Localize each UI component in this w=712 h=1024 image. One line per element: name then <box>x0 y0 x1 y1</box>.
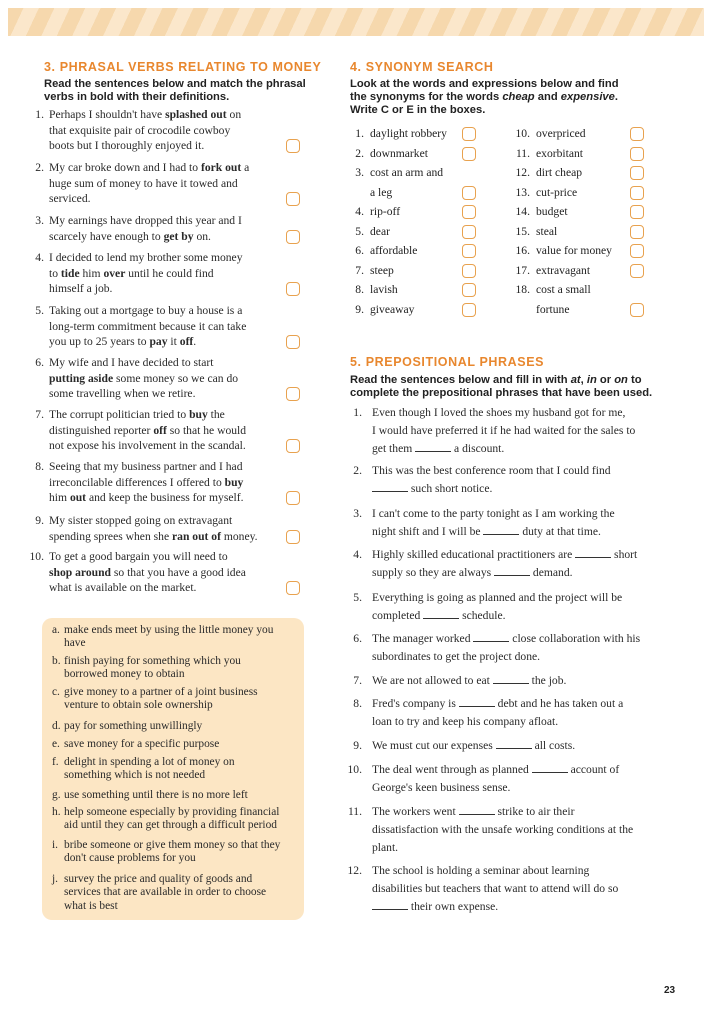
definition-text: survey the price and quality of goods and services that are available in order to choose what is best <box>64 873 267 912</box>
answer-box[interactable] <box>286 439 300 453</box>
definition-letter: e. <box>52 738 60 750</box>
answer-blank[interactable] <box>423 609 459 619</box>
definition-text: make ends meet by using the little money you have <box>64 624 274 650</box>
answer-box[interactable] <box>462 244 476 258</box>
item-text: extravagant <box>536 263 591 277</box>
definition-text: finish paying for something which you borrowed money to obtain <box>64 655 241 681</box>
item-text: downmarket <box>370 146 428 160</box>
item-text: cost an arm and a leg <box>370 166 444 199</box>
item-number: 15. <box>515 224 530 238</box>
answer-blank[interactable] <box>496 739 532 749</box>
answer-blank[interactable] <box>532 763 568 773</box>
item-number: 4. <box>355 205 364 218</box>
answer-box[interactable] <box>630 225 644 239</box>
item-text: cut-price <box>536 185 578 199</box>
item-text: exorbitant <box>536 146 584 160</box>
answer-box[interactable] <box>286 387 300 401</box>
item-number: 9. <box>353 739 362 752</box>
item-number: 4. <box>35 251 44 264</box>
answer-box[interactable] <box>286 530 300 544</box>
answer-box[interactable] <box>286 192 300 206</box>
item-text: rip-off <box>370 205 401 218</box>
answer-box[interactable] <box>462 264 476 278</box>
definition-letter: a. <box>52 624 60 636</box>
item-number: 6. <box>35 356 44 369</box>
answer-box[interactable] <box>630 166 644 180</box>
definition-letter: j. <box>52 873 59 885</box>
item-number: 8. <box>353 697 362 710</box>
item-text: daylight robbery <box>370 127 447 140</box>
item-text: My sister stopped going on extravagant spending sprees when she ran out of money. <box>49 514 258 543</box>
answer-box[interactable] <box>462 283 476 297</box>
item-number: 1. <box>353 406 362 419</box>
item-text: Perhaps I shouldn't have splashed out on that exquisite pair of crocodile cowboy boots but I thoroughly enjoyed it. <box>49 108 242 152</box>
definition-letter: i. <box>52 839 59 851</box>
answer-blank[interactable] <box>493 674 529 684</box>
definition-text: pay for something unwillingly <box>64 720 203 732</box>
item-text: My wife and I have decided to start putting aside some money so we can do some travelling when we retire. <box>49 356 239 400</box>
definition-text: delight in spending a lot of money on something which is not needed <box>64 756 235 782</box>
item-number: 8. <box>35 460 44 473</box>
answer-box[interactable] <box>286 139 300 153</box>
answer-box[interactable] <box>286 282 300 296</box>
answer-box[interactable] <box>630 127 644 141</box>
item-number: 10. <box>515 127 530 140</box>
item-text: The corrupt politician tried to buy the distinguished reporter off so that he would not expose his involvement in the scandal. <box>49 408 247 452</box>
item-text: Even though I loved the shoes my husband got for me, I would have preferred it if he had waited for the sales to get them a discount. <box>372 406 636 455</box>
item-text: Everything is going as planned and the project will be completed schedule. <box>372 591 623 622</box>
item-number: 12. <box>515 166 530 179</box>
section5-title: 5. PREPOSITIONAL PHRASES <box>350 355 545 369</box>
item-text: dirt cheap <box>536 166 583 179</box>
item-number: 3. <box>35 214 44 227</box>
item-text: Highly skilled educational practitioners are short supply so they are always demand. <box>372 548 638 579</box>
item-text: Seeing that my business partner and I had irreconcilable differences I offered to buy him out and keep the business for myself. <box>49 460 244 504</box>
item-text: I can't come to the party tonight as I am working the night shift and I will be duty at that time. <box>372 507 615 538</box>
answer-blank[interactable] <box>372 900 408 910</box>
item-number: 10. <box>29 550 44 563</box>
section5-instruction: Read the sentences below and fill in with at, in or on to complete the prepositional phrases that have been used. <box>350 374 653 399</box>
item-text: The manager worked close collaboration with his subordinates to get the project done. <box>372 632 641 663</box>
answer-blank[interactable] <box>459 805 495 815</box>
item-text: The workers went strike to air their dissatisfaction with the unsafe working conditions at the plant. <box>372 805 634 854</box>
answer-blank[interactable] <box>372 482 408 492</box>
answer-box[interactable] <box>462 186 476 200</box>
answer-blank[interactable] <box>473 632 509 642</box>
item-number: 13. <box>515 185 530 199</box>
definition-letter: d. <box>52 720 61 732</box>
item-number: 2. <box>35 161 44 174</box>
answer-box[interactable] <box>286 581 300 595</box>
item-text: affordable <box>370 244 418 257</box>
item-number: 7. <box>355 263 364 277</box>
item-number: 2. <box>355 146 364 160</box>
item-number: 2. <box>353 464 362 477</box>
item-number: 8. <box>355 283 364 296</box>
item-number: 5. <box>355 224 364 238</box>
item-number: 1. <box>35 108 44 121</box>
answer-box[interactable] <box>630 147 644 161</box>
item-text: Taking out a mortgage to buy a house is a long-term commitment because it can take you up to 25 years to pay it off. <box>49 304 247 348</box>
answer-box[interactable] <box>462 303 476 317</box>
definition-letter: f. <box>52 756 59 768</box>
section3-instruction: Read the sentences below and match the phrasal verbs in bold with their definitions. <box>44 78 306 103</box>
item-number: 14. <box>515 205 530 218</box>
answer-blank[interactable] <box>415 442 451 452</box>
item-number: 11. <box>347 805 362 818</box>
page-number: 23 <box>664 985 676 996</box>
definition-text: save money for a specific purpose <box>64 738 220 750</box>
item-text: steal <box>536 224 558 238</box>
item-text: lavish <box>370 283 398 296</box>
answer-box[interactable] <box>462 205 476 219</box>
item-number: 10. <box>347 763 362 776</box>
item-text: The school is holding a seminar about learning disabilities but teachers that want to attend will do so their own expense. <box>372 864 619 913</box>
item-number: 12. <box>347 864 362 877</box>
answer-box[interactable] <box>630 186 644 200</box>
item-text: We must cut our expenses all costs. <box>372 739 576 752</box>
item-number: 7. <box>35 408 44 421</box>
decorative-header-band <box>8 8 704 36</box>
item-number: 5. <box>35 304 44 317</box>
item-number: 18. <box>515 283 530 296</box>
item-text: To get a good bargain you will need to shop around so that you have a good idea what is available on the market. <box>49 550 246 594</box>
item-number: 4. <box>353 548 362 561</box>
item-number: 11. <box>515 146 530 160</box>
definition-text: use something until there is no more left <box>64 789 248 801</box>
answer-blank[interactable] <box>459 697 495 707</box>
definition-text: help someone especially by providing financial aid until they can get through a difficult period <box>64 806 280 832</box>
item-text: giveaway <box>370 302 415 316</box>
item-number: 9. <box>35 514 44 527</box>
item-number: 7. <box>353 674 362 687</box>
item-number: 16. <box>515 244 530 257</box>
item-text: cost a small fortune <box>536 283 591 316</box>
answer-blank[interactable] <box>494 566 530 576</box>
item-text: We are not allowed to eat the job. <box>372 674 567 687</box>
answer-box[interactable] <box>630 264 644 278</box>
item-text: My earnings have dropped this year and I scarcely have enough to get by on. <box>49 214 242 243</box>
item-number: 1. <box>355 127 364 140</box>
answer-box[interactable] <box>630 205 644 219</box>
answer-box[interactable] <box>630 303 644 317</box>
item-number: 6. <box>353 632 362 645</box>
definition-letter: c. <box>52 686 60 698</box>
definition-letter: g. <box>52 789 61 801</box>
answer-box[interactable] <box>462 127 476 141</box>
item-text: overpriced <box>536 127 586 140</box>
answer-blank[interactable] <box>575 548 611 558</box>
item-text: This was the best conference room that I could find such short notice. <box>372 464 611 495</box>
item-text: Fred's company is debt and he has taken out a loan to try and keep his company afloat. <box>372 697 624 728</box>
definition-text: bribe someone or give them money so that they don't cause problems for you <box>64 839 281 865</box>
item-number: 3. <box>353 507 362 520</box>
item-text: The deal went through as planned account of George's keen business sense. <box>372 763 620 794</box>
item-text: dear <box>370 224 390 238</box>
item-number: 6. <box>355 244 364 257</box>
item-text: steep <box>370 263 394 277</box>
answer-box[interactable] <box>286 335 300 349</box>
section4-title: 4. SYNONYM SEARCH <box>350 60 494 74</box>
definition-text: give money to a partner of a joint business venture to obtain sole ownership <box>64 686 258 712</box>
item-number: 9. <box>355 302 364 316</box>
item-number: 17. <box>515 263 530 277</box>
answer-box[interactable] <box>462 147 476 161</box>
section4-instruction: Look at the words and expressions below and find the synonyms for the words cheap and expensive. Write C or E in the boxes. <box>350 78 619 116</box>
item-text: budget <box>536 205 568 218</box>
answer-box[interactable] <box>462 225 476 239</box>
definition-letter: b. <box>52 655 61 667</box>
answer-blank[interactable] <box>483 525 519 535</box>
item-number: 5. <box>353 591 362 604</box>
answer-box[interactable] <box>630 244 644 258</box>
item-text: My car broke down and I had to fork out a huge sum of money to have it towed and serviced. <box>49 161 250 205</box>
answer-box[interactable] <box>286 491 300 505</box>
section3-title: 3. PHRASAL VERBS RELATING TO MONEY <box>44 60 322 74</box>
answer-box[interactable] <box>286 230 300 244</box>
item-number: 3. <box>355 166 364 179</box>
item-text: value for money <box>536 244 612 257</box>
item-text: I decided to lend my brother some money to tide him over until he could find himself a job. <box>49 251 243 295</box>
definition-letter: h. <box>52 806 61 818</box>
